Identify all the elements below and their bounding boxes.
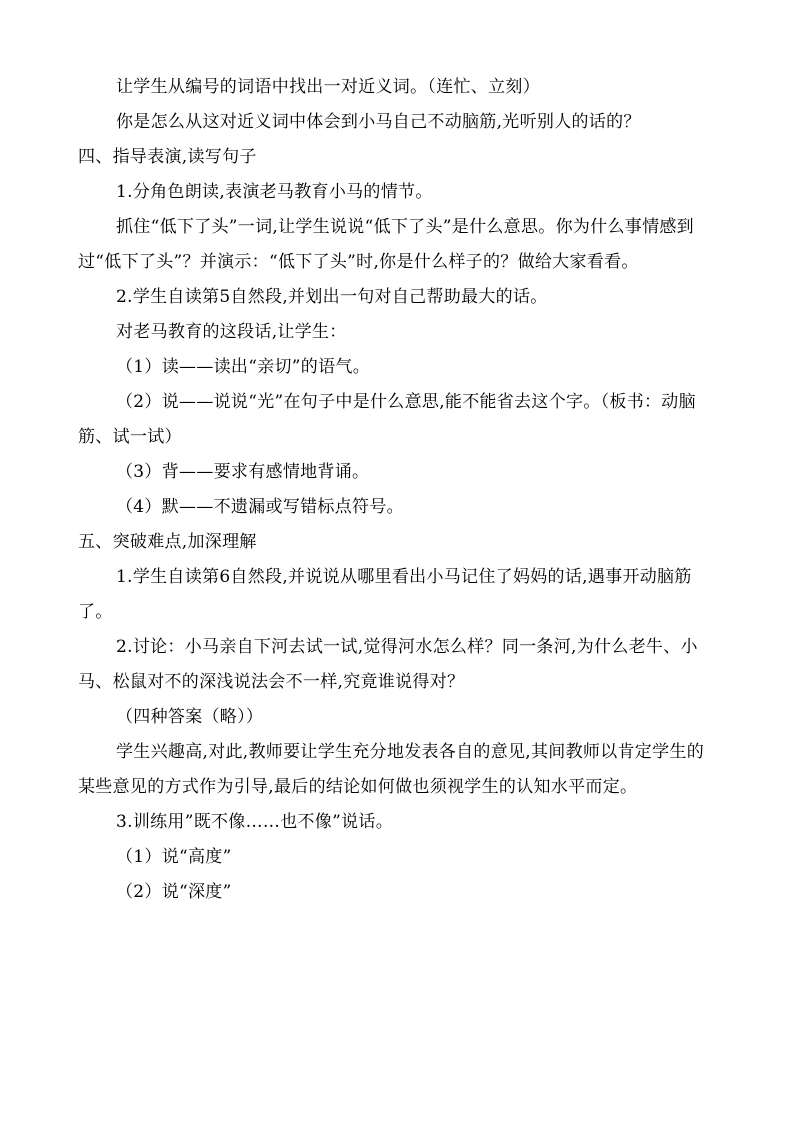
paragraph: 学生兴趣高,对此,教师要让学生充分地发表各自的意见,其间教师以肯定学生的某些意见的方式作为引导,最后的结论如何做也须视学生的认知水平而定。	[78, 742, 705, 797]
section-heading: 五、突破难点,加深理解	[78, 532, 257, 552]
list-item: （2）说“深度”	[116, 882, 232, 902]
paragraph: 1.学生自读第6自然段,并说说从哪里看出小马记住了妈妈的话,遇事开动脑筋了。	[78, 567, 692, 622]
paragraph: 2.讨论：小马亲自下河去试一试,觉得河水怎么样？同一条河,为什么老牛、小马、松鼠对不的深浅说法会不一样,究竟谁说得对？	[78, 637, 698, 692]
paragraph: （四种答案（略））	[116, 707, 264, 727]
paragraph: 2.学生自读第5自然段,并划出一句对自己帮助最大的话。	[116, 287, 548, 307]
paragraph: 对老马教育的这段话,让学生：	[116, 322, 347, 342]
list-item: （1）读——读出“亲切”的语气。	[116, 357, 370, 377]
paragraph: 抓住“低下了头”一词,让学生说说“低下了头”是什么意思。你为什么事情感到过“低下了头”？并演示：“低下了头”时,你是什么样子的？做给大家看看。	[78, 217, 694, 272]
list-item: （4）默——不遗漏或写错标点符号。	[116, 497, 404, 517]
list-item: （2）说——说说“光”在句子中是什么意思,能不能省去这个字。（板书：动脑筋、试一试）	[78, 392, 696, 447]
document-body	[78, 70, 718, 910]
paragraph: 你是怎么从这对近义词中体会到小马自己不动脑筋,光听别人的话的？	[116, 112, 641, 132]
paragraph: 3.训练用”既不像……也不像”说话。	[116, 812, 394, 832]
list-item: （3）背——要求有感情地背诵。	[116, 462, 370, 482]
paragraph: 1.分角色朗读,表演老马教育小马的情节。	[116, 182, 433, 202]
section-heading: 四、指导表演,读写句子	[78, 147, 257, 167]
paragraph: 让学生从编号的词语中找出一对近义词。（连忙、立刻）	[116, 77, 540, 97]
list-item: （1）说“高度”	[116, 847, 232, 867]
